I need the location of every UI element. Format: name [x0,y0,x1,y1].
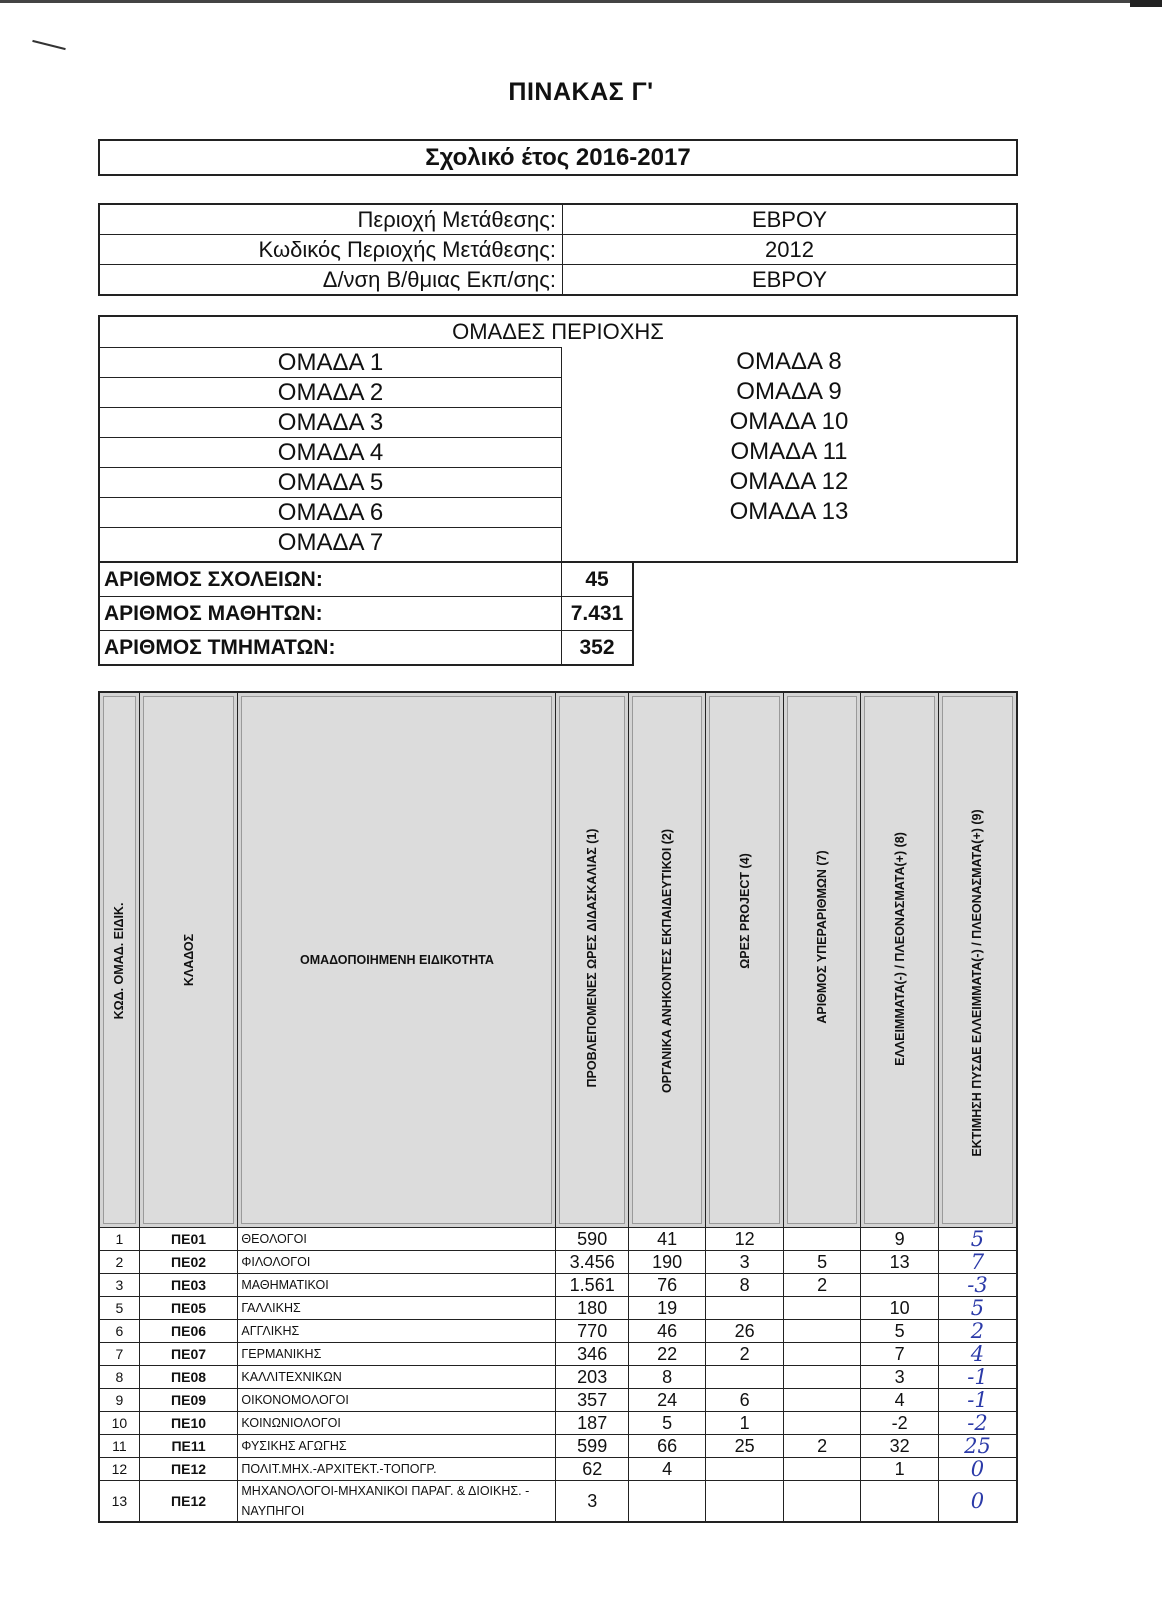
pysde-estimate-cell: 5 [938,1228,1017,1251]
stats-table [98,561,634,666]
project-hours-cell: 26 [706,1320,784,1343]
page-title: ΠΙΝΑΚΑΣ Γ' [508,78,654,106]
supernumerary-cell [783,1297,861,1320]
code-cell: 2 [99,1251,139,1274]
branch-cell: ΠΕ01 [139,1228,238,1251]
group-item: ΟΜΑΔΑ 4 [100,437,562,467]
scan-corner-mark [1130,0,1162,7]
specialty-cell: ΠΟΛΙΤ.ΜΗΧ.-ΑΡΧΙΤΕΚΤ.-ΤΟΠΟΓΡ. [238,1458,556,1481]
specialty-cell: ΑΓΓΛΙΚΗΣ [238,1320,556,1343]
pysde-estimate-cell: 7 [938,1251,1017,1274]
staffing-table [98,691,1018,1523]
teaching-hours-cell: 1.561 [556,1274,628,1297]
group-item: ΟΜΑΔΑ 7 [100,527,562,561]
branch-cell: ΠΕ06 [139,1320,238,1343]
pysde-estimate-cell: 5 [938,1297,1017,1320]
scan-pen-mark [32,40,65,50]
teaching-hours-cell: 599 [556,1435,628,1458]
table-row [99,1366,1017,1389]
group-item: ΟΜΑΔΑ 13 [729,498,849,525]
area-groups-box [98,315,1018,563]
header-label: ΕΚΤΙΜΗΣΗ ΠΥΣΔΕ ΕΛΛΕΙΜΜΑΤΑ(-) / ΠΛΕΟΝΑΣΜΑΤΑ(+) (9) [970,809,985,1157]
table-row [99,1274,1017,1297]
branch-cell: ΠΕ12 [139,1481,238,1523]
supernumerary-cell [783,1343,861,1366]
deficit-surplus-cell [861,1274,939,1297]
pysde-estimate-cell: -2 [938,1412,1017,1435]
teaching-hours-cell: 203 [556,1366,628,1389]
code-cell: 5 [99,1297,139,1320]
teaching-hours-cell: 3 [556,1481,628,1523]
table-row [99,1481,1017,1523]
stats-label: ΑΡΙΘΜΟΣ ΤΜΗΜΑΤΩΝ: [99,631,562,666]
code-cell: 9 [99,1389,139,1412]
deficit-surplus-cell: 9 [861,1228,939,1251]
specialty-cell: ΚΑΛΛΙΤΕΧΝΙΚΩΝ [238,1366,556,1389]
code-cell: 3 [99,1274,139,1297]
deficit-surplus-cell: 32 [861,1435,939,1458]
info-value: 2012 [563,235,1018,265]
table-row [99,1458,1017,1481]
teachers-cell: 4 [628,1458,706,1481]
project-hours-cell: 2 [706,1343,784,1366]
supernumerary-cell [783,1481,861,1523]
group-item: ΟΜΑΔΑ 8 [736,348,842,375]
info-row [99,204,1017,235]
table-row [99,1435,1017,1458]
info-row [99,235,1017,265]
code-cell: 1 [99,1228,139,1251]
group-item: ΟΜΑΔΑ 1 [100,347,562,377]
deficit-surplus-cell: 1 [861,1458,939,1481]
info-label: Περιοχή Μετάθεσης: [99,204,563,235]
code-cell: 10 [99,1412,139,1435]
teachers-cell: 24 [628,1389,706,1412]
deficit-surplus-cell: -2 [861,1412,939,1435]
pysde-estimate-cell: 0 [938,1458,1017,1481]
group-item: ΟΜΑΔΑ 6 [100,497,562,527]
teaching-hours-cell: 770 [556,1320,628,1343]
teachers-cell: 5 [628,1412,706,1435]
header-label: ΕΛΛΕΙΜΜΑΤΑ(-) / ΠΛΕΟΝΑΣΜΑΤΑ(+) (8) [892,832,907,1066]
group-item: ΟΜΑΔΑ 9 [736,378,842,405]
header-label: ΟΜΑΔΟΠΟΙΗΜΕΝΗ ΕΙΔΙΚΟΤΗΤΑ [299,953,494,967]
teachers-cell: 46 [628,1320,706,1343]
header-cell [706,692,784,1228]
table-row [99,1297,1017,1320]
teachers-cell: 8 [628,1366,706,1389]
table-body [99,1228,1017,1523]
info-table [98,203,1018,296]
pysde-estimate-cell: 25 [938,1435,1017,1458]
stats-row [99,597,633,631]
code-cell: 6 [99,1320,139,1343]
branch-cell: ΠΕ03 [139,1274,238,1297]
header-label: ΚΩΔ. ΟΜΑΔ. ΕΙΔΙΚ. [112,902,127,1020]
info-row [99,265,1017,296]
table-row [99,1320,1017,1343]
teachers-cell: 66 [628,1435,706,1458]
group-item: ΟΜΑΔΑ 5 [100,467,562,497]
branch-cell: ΠΕ07 [139,1343,238,1366]
deficit-surplus-cell: 5 [861,1320,939,1343]
specialty-cell: ΟΙΚΟΝΟΜΟΛΟΓΟΙ [238,1389,556,1412]
stats-label: ΑΡΙΘΜΟΣ ΜΑΘΗΤΩΝ: [99,597,562,631]
header-cell [938,692,1017,1228]
code-cell: 13 [99,1481,139,1523]
supernumerary-cell: 5 [783,1251,861,1274]
pysde-estimate-cell: 0 [938,1481,1017,1523]
project-hours-cell [706,1366,784,1389]
info-label: Κωδικός Περιοχής Μετάθεσης: [99,235,563,265]
teachers-cell: 76 [628,1274,706,1297]
area-groups-header: ΟΜΑΔΕΣ ΠΕΡΙΟΧΗΣ [452,319,664,344]
header-cell [861,692,939,1228]
group-item: ΟΜΑΔΑ 12 [729,468,849,495]
teaching-hours-cell: 62 [556,1458,628,1481]
teachers-cell: 41 [628,1228,706,1251]
branch-cell: ΠΕ08 [139,1366,238,1389]
supernumerary-cell [783,1320,861,1343]
specialty-cell: ΜΗΧΑΝΟΛΟΓΟΙ-ΜΗΧΑΝΙΚΟΙ ΠΑΡΑΓ. & ΔΙΟΙΚΗΣ. - ΝΑΥΠΗΓΟΙ [238,1481,556,1523]
code-cell: 8 [99,1366,139,1389]
specialty-cell: ΚΟΙΝΩΝΙΟΛΟΓΟΙ [238,1412,556,1435]
teachers-cell: 22 [628,1343,706,1366]
project-hours-cell: 12 [706,1228,784,1251]
deficit-surplus-cell: 7 [861,1343,939,1366]
deficit-surplus-cell: 13 [861,1251,939,1274]
table-header-row [99,692,1017,1228]
teaching-hours-cell: 3.456 [556,1251,628,1274]
branch-cell: ΠΕ09 [139,1389,238,1412]
specialty-cell: ΦΥΣΙΚΗΣ ΑΓΩΓΗΣ [238,1435,556,1458]
pysde-estimate-cell: -1 [938,1366,1017,1389]
project-hours-cell: 6 [706,1389,784,1412]
supernumerary-cell [783,1458,861,1481]
header-cell [628,692,706,1228]
stats-value: 352 [562,631,634,666]
pysde-estimate-cell: -3 [938,1274,1017,1297]
table-row [99,1251,1017,1274]
school-year-box: Σχολικό έτος 2016-2017 [98,139,1018,176]
pysde-estimate-cell: 2 [938,1320,1017,1343]
stats-value: 45 [562,562,634,597]
group-item: ΟΜΑΔΑ 3 [100,407,562,437]
header-cell [556,692,628,1228]
teaching-hours-cell: 346 [556,1343,628,1366]
teachers-cell: 19 [628,1297,706,1320]
header-label: ΑΡΙΘΜΟΣ ΥΠΕΡΑΡΙΘΜΩΝ (7) [815,850,830,1024]
header-label: ΩΡΕΣ PROJECT (4) [737,853,752,969]
supernumerary-cell [783,1366,861,1389]
project-hours-cell [706,1458,784,1481]
info-label: Δ/νση Β/θμιας Εκπ/σης: [99,265,563,296]
teaching-hours-cell: 187 [556,1412,628,1435]
project-hours-cell: 25 [706,1435,784,1458]
teaching-hours-cell: 180 [556,1297,628,1320]
project-hours-cell: 8 [706,1274,784,1297]
branch-cell: ΠΕ05 [139,1297,238,1320]
teachers-cell: 190 [628,1251,706,1274]
header-label: ΟΡΓΑΝΙΚΑ ΑΝΗΚΟΝΤΕΣ ΕΚΠΑΙΔΕΥΤΙΚΟΙ (2) [660,828,675,1094]
info-value: ΕΒΡΟΥ [563,265,1018,296]
pysde-estimate-cell: 4 [938,1343,1017,1366]
teachers-cell [628,1481,706,1523]
pysde-estimate-cell: -1 [938,1389,1017,1412]
stats-label: ΑΡΙΘΜΟΣ ΣΧΟΛΕΙΩΝ: [99,562,562,597]
stats-value: 7.431 [562,597,634,631]
header-label: ΚΛΑΔΟΣ [181,933,196,987]
scan-top-edge [0,0,1162,3]
deficit-surplus-cell [861,1481,939,1523]
supernumerary-cell [783,1389,861,1412]
project-hours-cell [706,1297,784,1320]
project-hours-cell [706,1481,784,1523]
specialty-cell: ΜΑΘΗΜΑΤΙΚΟΙ [238,1274,556,1297]
header-cell [783,692,861,1228]
specialty-cell: ΓΕΡΜΑΝΙΚΗΣ [238,1343,556,1366]
group-item: ΟΜΑΔΑ 2 [100,377,562,407]
info-value: ΕΒΡΟΥ [563,204,1018,235]
header-cell [99,692,139,1228]
table-row [99,1389,1017,1412]
branch-cell: ΠΕ12 [139,1458,238,1481]
supernumerary-cell [783,1228,861,1251]
branch-cell: ΠΕ11 [139,1435,238,1458]
teaching-hours-cell: 357 [556,1389,628,1412]
deficit-surplus-cell: 10 [861,1297,939,1320]
supernumerary-cell [783,1412,861,1435]
supernumerary-cell: 2 [783,1274,861,1297]
branch-cell: ΠΕ10 [139,1412,238,1435]
code-cell: 7 [99,1343,139,1366]
group-item: ΟΜΑΔΑ 11 [730,438,848,465]
code-cell: 11 [99,1435,139,1458]
header-cell [139,692,238,1228]
deficit-surplus-cell: 4 [861,1389,939,1412]
supernumerary-cell: 2 [783,1435,861,1458]
branch-cell: ΠΕ02 [139,1251,238,1274]
table-row [99,1228,1017,1251]
project-hours-cell: 3 [706,1251,784,1274]
project-hours-cell: 1 [706,1412,784,1435]
deficit-surplus-cell: 3 [861,1366,939,1389]
header-label: ΠΡΟΒΛΕΠΟΜΕΝΕΣ ΩΡΕΣ ΔΙΔΑΣΚΑΛΙΑΣ (1) [585,828,600,1088]
table-row [99,1343,1017,1366]
teaching-hours-cell: 590 [556,1228,628,1251]
header-cell [238,692,556,1228]
code-cell: 12 [99,1458,139,1481]
table-row [99,1412,1017,1435]
group-item: ΟΜΑΔΑ 10 [729,408,849,435]
specialty-cell: ΓΑΛΛΙΚΗΣ [238,1297,556,1320]
stats-row [99,562,633,597]
stats-row [99,631,633,666]
specialty-cell: ΦΙΛΟΛΟΓΟΙ [238,1251,556,1274]
specialty-cell: ΘΕΟΛΟΓΟΙ [238,1228,556,1251]
